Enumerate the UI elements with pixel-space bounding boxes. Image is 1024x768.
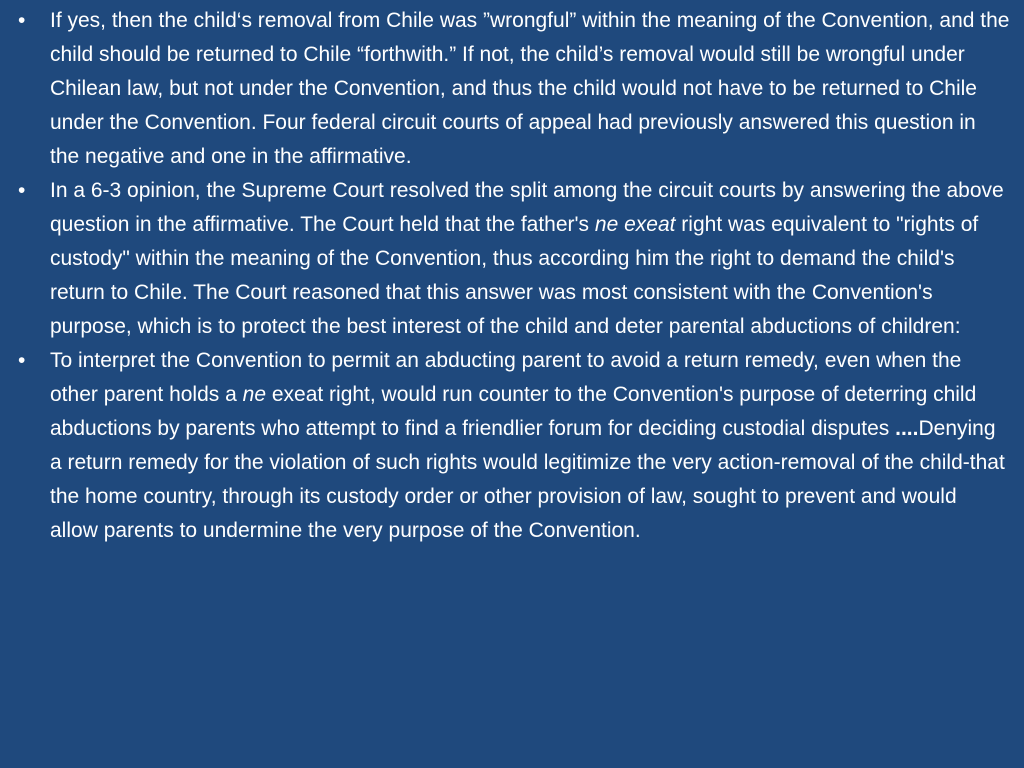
ellipsis: .... <box>895 417 919 440</box>
bullet-list <box>18 4 1010 548</box>
bullet-icon: • <box>18 9 26 32</box>
bullet-item-3 <box>18 344 1010 548</box>
bullet-item-1 <box>18 4 1010 174</box>
bullet-icon: • <box>18 179 26 202</box>
bullet-text: If yes, then the child‘s removal from Chile was ”wrongful” within the meaning of the Convention, and the child should be returned to Chile “forthwith.” If not, the child’s removal would still be wrongful under Chilean law, but not under the Convention, and thus the child would not have to be returned to Chile under the Convention. Four federal circuit courts of appeal had previously answered this question in the negative and one in the affirmative. <box>50 9 1010 168</box>
bullet-text: To interpret the Convention to permit an abducting parent to avoid a return remedy, even when the other parent holds a ne exeat right, would run counter to the Convention's purpose of deterring child abductions by parents who attempt to find a friendlier forum for deciding custodial disputes ....Denying a return remedy for the violation of such rights would legitimize the very action-removal of the child-that the home country, through its custody order or other provision of law, sought to prevent and would allow parents to undermine the very purpose of the Convention. <box>50 349 1005 542</box>
bullet-text: In a 6-3 opinion, the Supreme Court resolved the split among the circuit courts by answering the above question in the affirmative. The Court held that the father's ne exeat right was equivalent to "rights of custody" within the meaning of the Convention, thus according him the right to demand the child's return to Chile. The Court reasoned that this answer was most consistent with the Convention's purpose, which is to protect the best interest of the child and deter parental abductions of children: <box>50 179 1004 338</box>
italic-term: ne exeat <box>594 213 676 236</box>
italic-term: ne <box>242 383 266 406</box>
bullet-icon: • <box>18 349 26 372</box>
bullet-item-2 <box>18 174 1010 344</box>
